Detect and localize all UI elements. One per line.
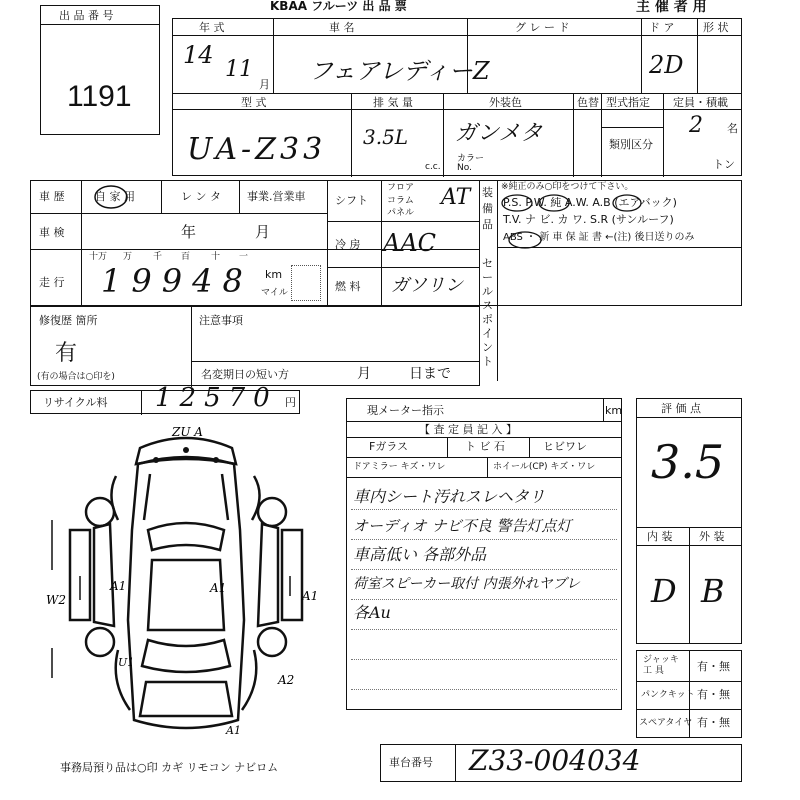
chip-label: ト ビ 石 [465,440,505,453]
lot-number-label: 出 品 番 号 [59,9,114,22]
history-business: 事業.営業車 [247,190,306,203]
inspector-comments-box [346,398,622,710]
mileage-label: 走 行 [39,276,65,289]
mirror-label: ドアミラー キズ・ワレ [353,462,446,472]
chassis-value: Z33-004034 [469,744,641,777]
inspector-label: 【 査 定 員 記 入 】 [419,423,517,436]
name-change-month: 月 [357,366,371,382]
year-label: 年 式 [199,21,225,34]
name-change-label: 名変期日の短い方 [201,368,289,381]
jack-option: 有・無 [697,660,730,673]
interior-label: 内 装 [647,530,673,543]
sales-point-label: セールスポイント [482,257,493,368]
model-label: 型 式 [241,96,267,109]
name-change-day: 日まで [409,366,451,382]
repair-note: (有の場合は○印を) [37,372,115,382]
name-value: フェアレディーZ [309,57,490,85]
shift-panel: パネル [387,208,415,218]
mileage-check-box [291,265,321,301]
doors-value: 2D [649,51,684,79]
mileage-digit-3: 百 [181,252,191,262]
model-value: UA-Z33 [187,132,327,167]
recycle-label: リサイクル料 [43,396,108,409]
interior-value: D [651,572,677,610]
lot-number-value: 1191 [67,80,132,113]
chassis-label: 車台番号 [389,756,433,769]
repair-value: 有 [55,341,78,366]
recycle-box [30,383,300,414]
puncture-option: 有・無 [697,688,730,701]
capacity-value: 2 [689,113,703,138]
shift-floor: フロア [387,183,415,193]
equipment-circle-marks [497,191,747,251]
equipment-line-3: ABS ・ 新 車 保 証 書 ←(注) 後日送りのみ [503,232,695,243]
inspector-comment-4: 荷室スピーカー取付 内張外れヤブレ [353,576,581,592]
jack-label: ジャッキ 工 具 [643,655,679,676]
inspection-year-unit: 年 [181,223,197,241]
spare-option: 有・無 [697,716,730,729]
recycle-unit: 円 [285,396,296,409]
class-label: 類別区分 [609,138,653,151]
capacity-label: 定員・積載 [673,96,728,109]
chassis-box [380,744,742,782]
vehicle-info-grid [172,18,742,176]
puncture-label: パンクキット [641,690,695,700]
repair-caution-grid [30,306,480,386]
displacement-unit: c.c. [425,162,441,172]
mileage-digit-4: 十 [211,252,221,262]
inspector-comment-1: 車内シート汚れスレヘタリ [353,487,546,506]
equipment-line-2: T.V. ナ ビ. カ ワ. S.R (サンルーフ) [503,213,674,226]
diagram-mark-right: A1 [302,589,319,603]
inspection-label: 車 検 [39,226,65,239]
mileage-digit-1: 万 [123,252,133,262]
shift-value: AT [441,185,471,210]
year-value: 14 [183,41,214,69]
shift-label: シフト [335,194,368,207]
ton-unit: トン [713,158,735,171]
score-value: 3.5 [651,435,725,489]
diagram-mark-u1: U1 [118,656,135,669]
capacity-unit: 名 [727,122,738,135]
inspection-month-unit: 月 [255,223,271,241]
inspector-comment-3: 車高低い 各部外品 [353,545,487,564]
equipment-label: 装備品 [482,186,493,231]
mileage-mile-unit: マイル [261,288,288,298]
diagram-mark-left: A1 [110,579,127,593]
displacement-value: 3.5L [363,125,409,149]
fuel-label: 燃 料 [335,280,361,293]
footer-note: 事務局預り品は○印 カギ リモコン ナビロム [60,761,279,774]
exterior-value: B [701,572,725,610]
meter-label: 現メーター指示 [367,404,444,417]
mileage-km-unit: km [265,268,283,281]
tools-box [636,650,742,738]
inspector-comment-2: オーディオ ナビ不良 警告灯点灯 [353,517,572,535]
score-label: 評 価 点 [661,402,701,415]
lot-number-box [40,5,160,135]
repair-label: 修復歴 箇所 [39,314,98,327]
month-value: 11 [225,57,253,82]
diagram-mark-w2: W2 [46,593,66,607]
color-value: ガンメタ [455,121,543,146]
crack-label: ヒビワレ [543,440,587,453]
mileage-digit-2: 千 [153,252,163,262]
exterior-label: 外 装 [699,530,725,543]
diagram-mark-center: A1 [210,581,227,595]
meter-km-unit: km [605,404,623,417]
grade-label: グ レ ー ド [515,21,570,34]
caution-label: 注意事項 [199,314,243,327]
displacement-label: 排 気 量 [373,96,413,109]
color-swap-label: 色替 [577,96,599,109]
name-label: 車 名 [329,21,355,34]
inspector-comment-5: 各Au [353,603,391,622]
spare-label: スペアタイヤ [639,718,693,728]
score-box [636,398,742,644]
shape-label: 形 状 [703,21,729,34]
doors-label: ド ア [649,21,675,34]
history-label: 車 歴 [39,190,65,203]
mileage-digit-5: 一 [239,252,249,262]
type-designation-label: 型式指定 [606,96,650,109]
color-label: 外装色 [489,96,522,109]
car-damage-diagram [40,420,330,750]
fuel-value: ガソリン [391,275,463,296]
equipment-line-1: P.S. P.W. 純 A.W. A.B (エアバック) [503,196,677,209]
recycle-value: 12570 [155,383,278,413]
diagram-front-mark: ZU A [172,425,203,439]
diagram-mark-a2: A2 [278,673,295,687]
equipment-note: ※純正のみ○印をつけて下さい。 [501,182,634,192]
fglass-label: Fガラス [369,440,408,453]
color-no-label: カラー No. [457,154,485,173]
diagram-mark-rear: A1 [226,724,241,737]
header-right-title: 主 催 者 用 [636,0,707,15]
mileage-digit-0: 十万 [89,252,108,262]
ac-label: 冷 房 [335,238,361,251]
history-rental: レ ン タ [181,190,221,203]
month-unit: 月 [259,78,270,91]
shift-column: コラム [387,196,414,206]
ac-value: AAC [383,229,437,257]
history-private: 自 家 用 [95,190,135,203]
private-circle-mark [91,183,131,211]
mileage-value: 19948 [101,262,253,300]
header-center-title: KBAA フルーツ 出 品 票 [270,0,407,13]
wheel-label: ホイール(CP) キズ・ワレ [493,462,596,472]
